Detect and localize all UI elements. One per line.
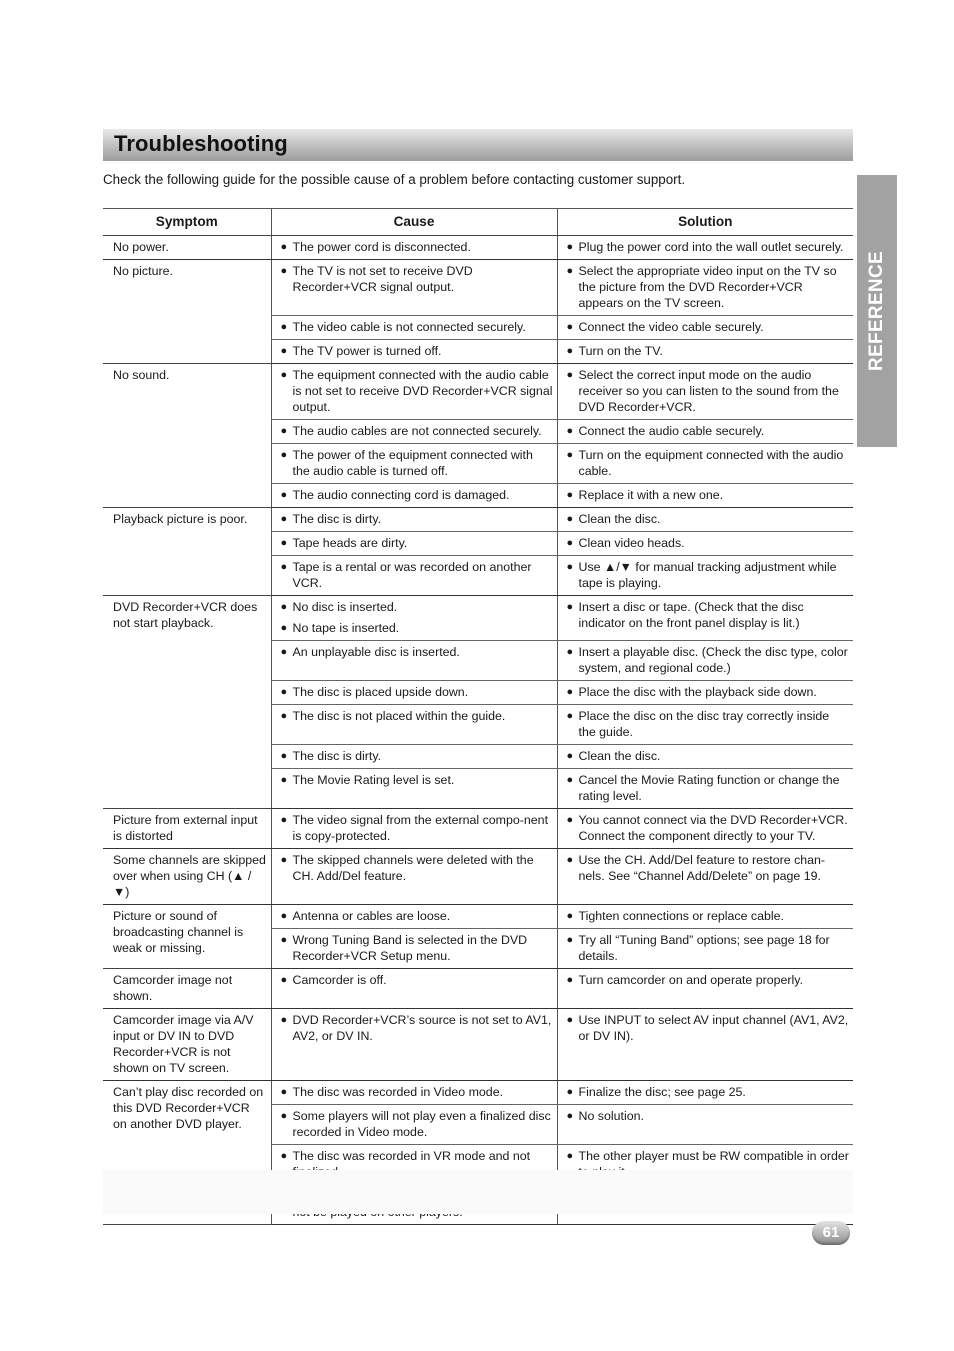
cause-text: The disc is dirty. xyxy=(292,512,382,526)
bullet-icon: ● xyxy=(280,774,288,786)
solution-text: Replace it with a new one. xyxy=(578,488,724,502)
cause-item xyxy=(281,599,553,615)
bullet-icon: ● xyxy=(566,345,574,357)
cause-cell xyxy=(271,745,557,769)
cause-text: The audio connecting cord is damaged. xyxy=(292,488,510,502)
cause-text: Wrong Tuning Band is selected in the DVD Recorder+VCR Setup menu. xyxy=(292,933,528,963)
bullet-icon: ● xyxy=(566,646,574,658)
solution-cell xyxy=(557,316,853,340)
cause-item xyxy=(281,812,553,844)
title-bar xyxy=(103,129,853,161)
bullet-icon: ● xyxy=(566,537,574,549)
bullet-icon: ● xyxy=(280,854,288,866)
bullet-icon: ● xyxy=(280,345,288,357)
table-row xyxy=(103,809,853,849)
cause-cell xyxy=(271,969,557,1009)
solution-cell xyxy=(557,260,853,316)
symptom-cell: Can’t play disc recorded on this DVD Recorder+VCR on another DVD player. xyxy=(103,1081,271,1225)
cause-item xyxy=(281,319,553,335)
cause-cell xyxy=(271,1009,557,1081)
bullet-icon: ● xyxy=(566,1110,574,1122)
solution-item xyxy=(567,487,850,503)
solution-text: Turn camcorder on and operate properly. xyxy=(578,973,804,987)
cause-text: The TV power is turned off. xyxy=(292,344,442,358)
cause-text: The disc is not placed within the guide. xyxy=(292,709,506,723)
solution-cell xyxy=(557,236,853,260)
solution-cell xyxy=(557,745,853,769)
cause-text: The Movie Rating level is set. xyxy=(292,773,455,787)
cause-item xyxy=(281,511,553,527)
bullet-icon: ● xyxy=(280,449,288,461)
symptom-cell: Playback picture is poor. xyxy=(103,508,271,596)
bullet-icon: ● xyxy=(280,369,288,381)
bullet-icon: ● xyxy=(280,561,288,573)
cause-cell xyxy=(271,641,557,681)
table-header-row xyxy=(103,209,853,236)
solution-cell xyxy=(557,532,853,556)
bullet-icon: ● xyxy=(566,686,574,698)
cause-item xyxy=(281,559,553,591)
cause-text: An unplayable disc is inserted. xyxy=(292,645,460,659)
solution-item xyxy=(567,748,850,764)
cause-text: No tape is inserted. xyxy=(292,621,400,635)
cause-cell xyxy=(271,681,557,705)
section-tab-label: REFERENCE xyxy=(866,251,887,371)
bottom-band xyxy=(103,1170,853,1214)
solution-text: You cannot connect via the DVD Recorder+VCR. Connect the component directly to your TV. xyxy=(578,813,848,843)
solution-item xyxy=(567,812,850,844)
solution-cell xyxy=(557,364,853,420)
bullet-icon: ● xyxy=(566,750,574,762)
solution-item xyxy=(567,511,850,527)
cause-cell xyxy=(271,340,557,364)
cause-item xyxy=(281,263,553,295)
cause-item xyxy=(281,708,553,724)
solution-item xyxy=(567,932,850,964)
table-row xyxy=(103,1081,853,1105)
solution-text: No solution. xyxy=(578,1109,644,1123)
cause-item xyxy=(281,852,553,884)
solution-cell xyxy=(557,849,853,905)
cause-item xyxy=(281,1108,553,1140)
solution-text: Cancel the Movie Rating function or change the rating level. xyxy=(578,773,840,803)
bullet-icon: ● xyxy=(280,1014,288,1026)
bullet-icon: ● xyxy=(566,265,574,277)
solution-text: Turn on the TV. xyxy=(578,344,663,358)
solution-item xyxy=(567,447,850,479)
bullet-icon: ● xyxy=(280,1110,288,1122)
cause-cell xyxy=(271,556,557,596)
solution-cell xyxy=(557,681,853,705)
cause-cell xyxy=(271,809,557,849)
solution-cell xyxy=(557,929,853,969)
troubleshooting-table xyxy=(103,208,853,1225)
cause-item xyxy=(281,239,553,255)
header-solution: Solution xyxy=(557,209,853,236)
table-row xyxy=(103,260,853,316)
cause-item xyxy=(281,684,553,700)
symptom-cell: No power. xyxy=(103,236,271,260)
cause-cell xyxy=(271,444,557,484)
cause-item xyxy=(281,367,553,415)
bullet-icon: ● xyxy=(566,934,574,946)
header-symptom: Symptom xyxy=(103,209,271,236)
bullet-icon: ● xyxy=(566,1014,574,1026)
bullet-icon: ● xyxy=(280,513,288,525)
cause-text: The video cable is not connected securely. xyxy=(292,320,526,334)
section-tab xyxy=(857,175,897,447)
symptom-cell: Some channels are skipped over when using CH (▲ / ▼) xyxy=(103,849,271,905)
bullet-icon: ● xyxy=(280,425,288,437)
solution-item xyxy=(567,599,850,631)
table-row xyxy=(103,905,853,929)
cause-text: Some players will not play even a finalized disc recorded in Video mode. xyxy=(292,1109,551,1139)
bullet-icon: ● xyxy=(280,537,288,549)
symptom-cell: DVD Recorder+VCR does not start playback. xyxy=(103,596,271,809)
table-row xyxy=(103,508,853,532)
cause-text: No disc is inserted. xyxy=(292,600,398,614)
solution-item xyxy=(567,772,850,804)
bullet-icon: ● xyxy=(280,934,288,946)
solution-item xyxy=(567,972,850,988)
solution-item xyxy=(567,423,850,439)
cause-cell xyxy=(271,596,557,641)
solution-item xyxy=(567,852,850,884)
solution-text: Select the correct input mode on the audio receiver so you can listen to the sound from the DVD Recorder+VCR. xyxy=(578,368,839,414)
bullet-icon: ● xyxy=(280,265,288,277)
solution-text: Use the CH. Add/Del feature to restore chan-nels. See “Channel Add/Delete” on page 19. xyxy=(578,853,826,883)
symptom-cell: No picture. xyxy=(103,260,271,364)
solution-text: Place the disc with the playback side down. xyxy=(578,685,817,699)
cause-text: The disc was recorded in VR mode and not xyxy=(292,1149,531,1163)
bullet-icon: ● xyxy=(280,686,288,698)
bullet-icon: ● xyxy=(566,774,574,786)
solution-item xyxy=(567,908,850,924)
table-row xyxy=(103,236,853,260)
bullet-icon: ● xyxy=(566,854,574,866)
solution-item xyxy=(567,644,850,676)
cause-cell xyxy=(271,260,557,316)
cause-cell xyxy=(271,364,557,420)
bullet-icon: ● xyxy=(566,814,574,826)
bullet-icon: ● xyxy=(566,369,574,381)
bullet-icon: ● xyxy=(566,449,574,461)
bullet-icon: ● xyxy=(566,425,574,437)
cause-cell xyxy=(271,849,557,905)
cause-text: The power cord is disconnected. xyxy=(292,240,471,254)
header-cause: Cause xyxy=(271,209,557,236)
cause-item xyxy=(281,447,553,479)
intro-text: Check the following guide for the possible cause of a problem before contacting customer support. xyxy=(103,172,686,187)
solution-cell xyxy=(557,905,853,929)
cause-cell xyxy=(271,484,557,508)
symptom-cell: Camcorder image not shown. xyxy=(103,969,271,1009)
solution-text: Finalize the disc; see page 25. xyxy=(578,1085,746,1099)
solution-text: Use INPUT to select AV input channel (AV1, AV2, or DV IN). xyxy=(578,1013,849,1043)
cause-item xyxy=(281,644,553,660)
cause-cell xyxy=(271,929,557,969)
solution-cell xyxy=(557,596,853,641)
bullet-icon: ● xyxy=(280,646,288,658)
cause-cell xyxy=(271,420,557,444)
solution-item xyxy=(567,684,850,700)
bullet-icon: ● xyxy=(566,241,574,253)
symptom-cell: Picture or sound of broadcasting channel is weak or missing. xyxy=(103,905,271,969)
bullet-icon: ● xyxy=(566,710,574,722)
solution-text: Connect the audio cable securely. xyxy=(578,424,765,438)
bullet-icon: ● xyxy=(280,910,288,922)
bullet-icon: ● xyxy=(280,622,288,634)
solution-text: Insert a disc or tape. (Check that the disc indicator on the front panel display is lit.) xyxy=(578,600,804,630)
solution-cell xyxy=(557,340,853,364)
solution-cell xyxy=(557,1009,853,1081)
cause-text: Tape is a rental or was recorded on another VCR. xyxy=(292,560,532,590)
solution-text: Clean the disc. xyxy=(578,749,661,763)
solution-item xyxy=(567,708,850,740)
solution-text: Place the disc on the disc tray correctly inside the guide. xyxy=(578,709,830,739)
cause-text: The disc was recorded in Video mode. xyxy=(292,1085,504,1099)
cause-text: The skipped channels were deleted with the CH. Add/Del feature. xyxy=(292,853,534,883)
cause-item xyxy=(281,772,553,788)
cause-item xyxy=(281,620,553,636)
cause-item xyxy=(281,932,553,964)
bullet-icon: ● xyxy=(280,814,288,826)
solution-text: Clean video heads. xyxy=(578,536,685,550)
symptom-cell: Picture from external input is distorted xyxy=(103,809,271,849)
solution-text: Clean the disc. xyxy=(578,512,661,526)
bullet-icon: ● xyxy=(280,974,288,986)
solution-cell xyxy=(557,769,853,809)
table-body xyxy=(103,236,853,1225)
bullet-icon: ● xyxy=(566,513,574,525)
cause-text: The video signal from the external compo-nent is copy-protected. xyxy=(292,813,549,843)
solution-text: Insert a playable disc. (Check the disc type, color system, and regional code.) xyxy=(578,645,848,675)
solution-cell xyxy=(557,705,853,745)
solution-cell xyxy=(557,444,853,484)
solution-text: Try all “Tuning Band” options; see page 18 for details. xyxy=(578,933,830,963)
bullet-icon: ● xyxy=(566,321,574,333)
solution-cell xyxy=(557,809,853,849)
bullet-icon: ● xyxy=(566,1150,574,1162)
solution-item xyxy=(567,367,850,415)
solution-item xyxy=(567,1108,850,1124)
bullet-icon: ● xyxy=(566,1086,574,1098)
bullet-icon: ● xyxy=(280,321,288,333)
bullet-icon: ● xyxy=(280,710,288,722)
table-row xyxy=(103,1009,853,1081)
solution-text: Plug the power cord into the wall outlet securely. xyxy=(578,240,844,254)
cause-item xyxy=(281,972,553,988)
cause-cell xyxy=(271,236,557,260)
bullet-icon: ● xyxy=(566,561,574,573)
solution-item xyxy=(567,263,850,311)
cause-item xyxy=(281,908,553,924)
cause-text: The TV is not set to receive DVD Recorder+VCR signal output. xyxy=(292,264,473,294)
cause-text: DVD Recorder+VCR’s source is not set to AV1, AV2, or DV IN. xyxy=(292,1013,552,1043)
cause-cell xyxy=(271,1105,557,1145)
solution-item xyxy=(567,319,850,335)
solution-cell xyxy=(557,556,853,596)
cause-text: The audio cables are not connected securely. xyxy=(292,424,542,438)
page-title: Troubleshooting xyxy=(114,131,288,156)
page-number: 61 xyxy=(812,1221,850,1245)
solution-item xyxy=(567,343,850,359)
cause-item xyxy=(281,423,553,439)
bullet-icon: ● xyxy=(280,489,288,501)
bullet-icon: ● xyxy=(280,750,288,762)
symptom-cell: No sound. xyxy=(103,364,271,508)
solution-item xyxy=(567,559,850,591)
cause-cell xyxy=(271,905,557,929)
bullet-icon: ● xyxy=(280,1150,288,1162)
solution-item xyxy=(567,1084,850,1100)
solution-cell xyxy=(557,1105,853,1145)
solution-text: Tighten connections or replace cable. xyxy=(578,909,784,923)
solution-item xyxy=(567,1012,850,1044)
bullet-icon: ● xyxy=(566,601,574,613)
cause-item xyxy=(281,1084,553,1100)
cause-text: The equipment connected with the audio cable is not set to receive DVD Recorder+VCR signal output. xyxy=(292,368,553,414)
bullet-icon: ● xyxy=(566,489,574,501)
solution-item xyxy=(567,535,850,551)
solution-cell xyxy=(557,969,853,1009)
bullet-icon: ● xyxy=(280,601,288,613)
solution-text: Turn on the equipment connected with the audio cable. xyxy=(578,448,844,478)
cause-cell xyxy=(271,508,557,532)
cause-cell xyxy=(271,705,557,745)
cause-cell xyxy=(271,316,557,340)
cause-text: Tape heads are dirty. xyxy=(292,536,408,550)
cause-item xyxy=(281,1012,553,1044)
cause-cell xyxy=(271,532,557,556)
cause-item xyxy=(281,487,553,503)
cause-text: Camcorder is off. xyxy=(292,973,387,987)
cause-text: The power of the equipment connected with the audio cable is turned off. xyxy=(292,448,533,478)
bullet-icon: ● xyxy=(280,1086,288,1098)
cause-item xyxy=(281,535,553,551)
bullet-icon: ● xyxy=(566,974,574,986)
solution-cell xyxy=(557,420,853,444)
solution-text: Select the appropriate video input on the TV so the picture from the DVD Recorder+VCR appears on the TV screen. xyxy=(578,264,837,310)
bullet-icon: ● xyxy=(280,241,288,253)
solution-cell xyxy=(557,1081,853,1105)
cause-text: Antenna or cables are loose. xyxy=(292,909,451,923)
symptom-cell: Camcorder image via A/V input or DV IN to DVD Recorder+VCR is not shown on TV screen. xyxy=(103,1009,271,1081)
solution-text: Use ▲/▼ for manual tracking adjustment while tape is playing. xyxy=(578,560,837,590)
solution-cell xyxy=(557,641,853,681)
solution-item xyxy=(567,239,850,255)
bullet-icon: ● xyxy=(566,910,574,922)
table-row xyxy=(103,364,853,420)
solution-text: Connect the video cable securely. xyxy=(578,320,764,334)
cause-cell xyxy=(271,1081,557,1105)
solution-text: The other player must be RW compatible in order xyxy=(578,1149,849,1163)
cause-text: The disc is placed upside down. xyxy=(292,685,469,699)
solution-cell xyxy=(557,508,853,532)
solution-cell xyxy=(557,484,853,508)
cause-cell xyxy=(271,769,557,809)
cause-item xyxy=(281,343,553,359)
table-row xyxy=(103,849,853,905)
cause-item xyxy=(281,748,553,764)
table-row xyxy=(103,969,853,1009)
table-row xyxy=(103,596,853,641)
cause-text: The disc is dirty. xyxy=(292,749,382,763)
